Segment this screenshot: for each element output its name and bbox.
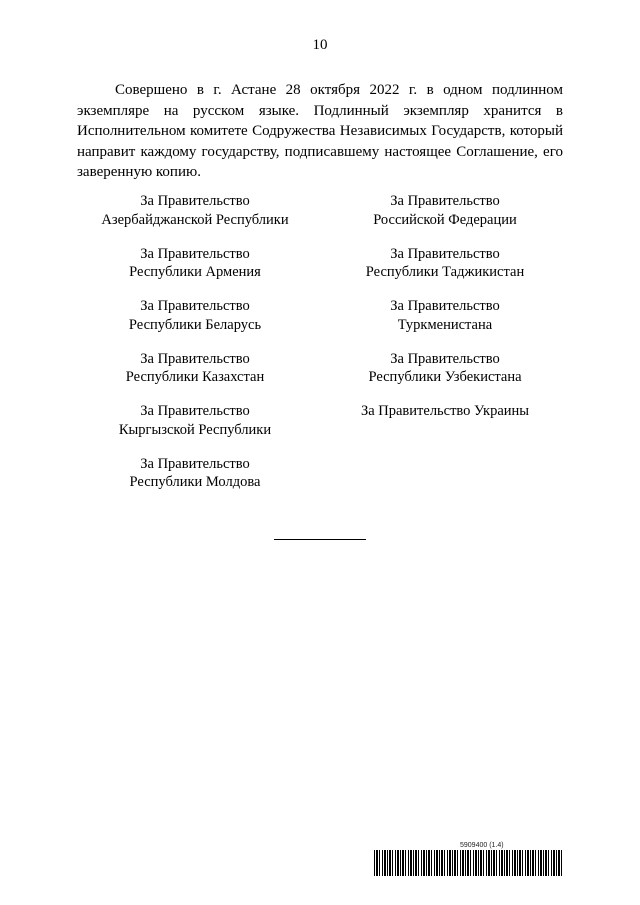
end-divider-line xyxy=(274,539,366,540)
signature-line-1: За Правительство xyxy=(140,350,250,367)
signature-line-2: Республики Беларусь xyxy=(128,316,262,333)
signature-line-1: За Правительство xyxy=(390,193,500,209)
signature-block-ukraine xyxy=(320,402,570,455)
signature-line-1: За Правительство xyxy=(140,193,250,209)
signatures-left-column xyxy=(70,192,320,507)
signature-line-1: За Правительство Украины xyxy=(360,403,530,419)
signature-line-1: За Правительство xyxy=(140,298,250,314)
signature-line-2: Республики Казахстан xyxy=(125,369,265,385)
signature-line-1: За Правительство xyxy=(140,455,250,472)
signature-block-armenia xyxy=(70,245,320,298)
signatures-right-column xyxy=(320,192,570,455)
signature-line-1: За Правительство xyxy=(140,403,250,419)
signature-block-kazakhstan xyxy=(70,350,320,403)
signature-block-azerbaijan xyxy=(70,192,320,245)
signature-line-2: Российской Федерации xyxy=(373,211,517,228)
signature-block-belarus xyxy=(70,297,320,350)
page-number: 10 xyxy=(312,37,328,53)
signature-line-1: За Правительство xyxy=(390,350,500,367)
signature-line-1: За Правительство xyxy=(140,245,250,262)
signature-line-2: Республики Армения xyxy=(129,264,261,280)
signature-block-russia xyxy=(320,192,570,245)
signature-block-moldova xyxy=(70,455,320,508)
signature-line-1: За Правительство xyxy=(390,245,500,262)
signature-line-2: Кыргызской Республики xyxy=(118,421,272,438)
barcode-caption: 5909400 (1.4) xyxy=(460,842,504,849)
signature-line-2: Республики Таджикистан xyxy=(365,264,525,280)
signature-block-uzbekistan xyxy=(320,350,570,403)
signature-block-kyrgyzstan xyxy=(70,402,320,455)
signature-block-tajikistan xyxy=(320,245,570,298)
signature-line-2: Туркменистана xyxy=(397,316,493,333)
signature-line-2: Республики Молдова xyxy=(129,474,261,490)
document-barcode xyxy=(374,850,563,876)
signature-line-2: Республики Узбекистана xyxy=(368,369,522,385)
signature-block-turkmenistan xyxy=(320,297,570,350)
closing-paragraph: Совершено в г. Астане 28 октября 2022 г. в одном подлинном экземпляре на русском языке. Подлинный экземпляр хранится в Исполнительном комитете Содружества Независимых Государств, который направит каждому государству, подписавшему настоящее Соглашение, его заверенную копию. xyxy=(77,82,563,180)
signature-line-2: Азербайджанской Республики xyxy=(101,211,289,228)
signature-line-1: За Правительство xyxy=(390,298,500,314)
